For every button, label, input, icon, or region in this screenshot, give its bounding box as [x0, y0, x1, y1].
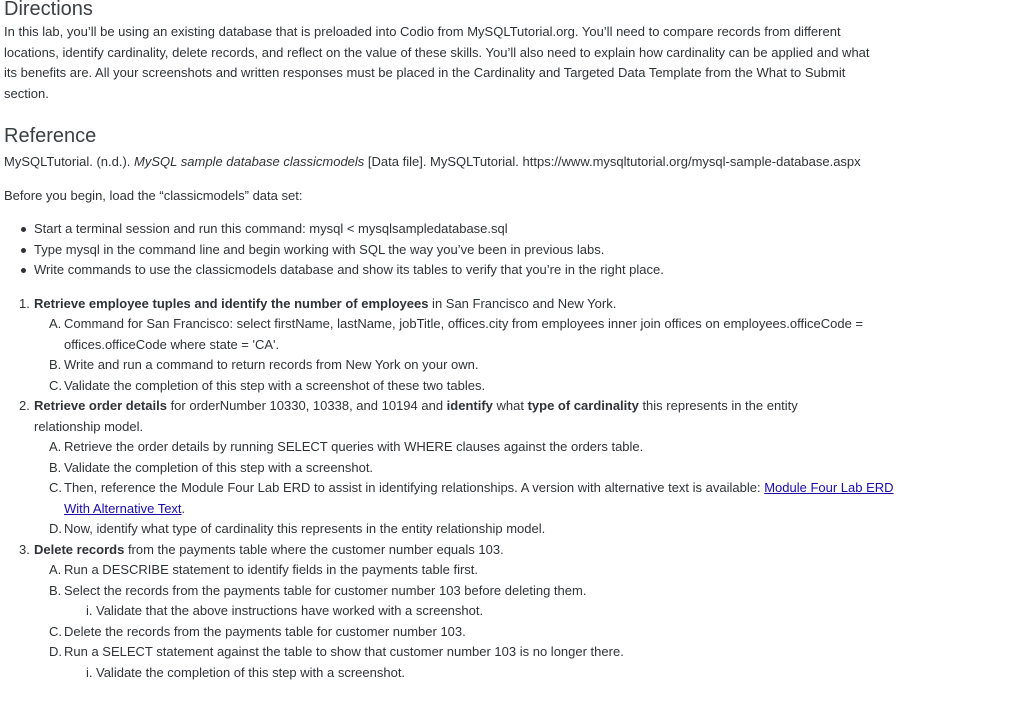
step-3: [4, 540, 854, 561]
before-you-begin: Before you begin, load the “classicmodels” data set:: [4, 187, 303, 203]
step-number: 1.: [19, 295, 30, 311]
citation-rest: [Data file]. MySQLTutorial. https://www.mysqltutorial.org/mysql-sample-database.aspx: [364, 154, 861, 169]
subsub-number: i.: [86, 664, 93, 680]
reference-heading: Reference: [4, 125, 97, 147]
subsub-text: Validate the completion of this step with a screenshot.: [96, 664, 406, 680]
subsub-text: Validate that the above instructions have worked with a screenshot.: [96, 603, 484, 618]
sub-number: C.: [49, 377, 62, 393]
sub-text-end: .: [181, 500, 186, 516]
step-2-sub-c: [4, 478, 894, 519]
step-2-text-1: for orderNumber 10330, 10338, and 10194 and: [166, 398, 447, 413]
step-2-sub-b: [4, 458, 894, 479]
sub-text: Validate the completion of this step with a screenshot of these two tables.: [64, 377, 486, 393]
step-3-sub-a: [4, 560, 894, 581]
step-1-sub-a: [4, 314, 894, 355]
sub-text: Validate the completion of this step with a screenshot.: [64, 459, 374, 475]
sub-number: B.: [49, 582, 62, 598]
sub-text: Write and run a command to return records from New York on your own.: [64, 357, 479, 372]
step-number: 3.: [19, 541, 30, 557]
bullet-item: Start a terminal session and run this command: mysql < mysqlsampledatabase.sql: [34, 219, 1004, 240]
step-2-sub-a: [4, 437, 894, 458]
setup-bullet-list: [4, 219, 1004, 281]
step-1-sub-c: [4, 376, 894, 397]
sub-number: A.: [49, 439, 62, 454]
sub-text: Then, reference the Module Four Lab ERD to assist in identifying relationships. A version with alternative text is available:: [64, 480, 765, 495]
sub-text: Run a DESCRIBE statement to identify fields in the payments table first.: [64, 562, 479, 577]
step-2: [4, 396, 854, 437]
sub-number: D.: [49, 644, 62, 659]
sub-number: A.: [49, 562, 62, 577]
sub-number: B.: [49, 357, 62, 372]
step-2-text-2: what: [492, 398, 528, 413]
sub-number: D.: [49, 521, 62, 536]
step-2-bold-2: identify: [446, 398, 493, 413]
sub-text: Now, identify what type of cardinality this represents in the entity relationship model.: [64, 521, 546, 536]
step-2-bold-3: type of cardinality: [527, 398, 639, 413]
sub-number: C.: [49, 623, 62, 639]
step-3-bold: Delete records: [34, 541, 125, 557]
sub-text: Retrieve the order details by running SELECT queries with WHERE clauses against the orders table.: [64, 439, 644, 454]
reference-citation: [4, 152, 878, 173]
steps-list: [4, 294, 1004, 684]
step-1-sub-b: [4, 355, 894, 376]
bullet-item: Type mysql in the command line and begin working with SQL the way you’ve been in previous labs.: [34, 240, 1004, 261]
sub-number: B.: [49, 459, 62, 475]
step-2-sub-d: [4, 519, 894, 540]
step-1: [4, 294, 854, 315]
step-1-bold: Retrieve employee tuples and identify the number of employees: [34, 295, 429, 311]
directions-heading: Directions: [4, 0, 93, 20]
step-3-sub-b-i: [4, 601, 1004, 622]
sub-number: A.: [49, 316, 62, 331]
sub-number: C.: [49, 480, 62, 495]
step-3-sub-b: [4, 581, 894, 602]
bullet-item: Write commands to use the classicmodels database and show its tables to verify that you’re in the right place.: [34, 260, 1004, 281]
sub-text: Run a SELECT statement against the table to show that customer number 103 is no longer there.: [64, 644, 624, 659]
sub-text: Command for San Francisco: select firstName, lastName, jobTitle, offices.city from employees inner join offices on employees.officeCode = offices.officeCode where state = 'CA'.: [64, 316, 864, 352]
step-3-sub-d-i: [4, 663, 1004, 684]
step-number: 2.: [19, 398, 30, 413]
directions-intro: In this lab, you’ll be using an existing database that is preloaded into Codio from MySQLTutorial.org. You’ll need to compare records from different locations, identify cardinality, delete records, and reflect on the value of these skills. You’ll also need to explain how cardinality can be applied and what its benefits are. All your screenshots and written responses must be placed in the Cardinality and Targeted Data Template from the What to Submit section.: [4, 24, 870, 101]
erd-alt-text-link[interactable]: Module Four Lab ERD With Alternative Text: [64, 480, 894, 516]
sub-text: Delete the records from the payments table for customer number 103.: [64, 623, 466, 639]
document-page: [4, 0, 1004, 683]
citation-author: MySQLTutorial. (n.d.).: [4, 154, 135, 169]
subsub-number: i.: [86, 603, 93, 618]
step-3-sub-d: [4, 642, 894, 663]
step-3-text: from the payments table where the customer number equals 103.: [124, 541, 504, 557]
sub-text: Select the records from the payments table for customer number 103 before deleting them.: [64, 582, 587, 598]
citation-title: MySQL sample database classicmodels: [134, 154, 365, 169]
step-1-text: in San Francisco and New York.: [428, 295, 617, 311]
step-2-bold-1: Retrieve order details: [34, 398, 167, 413]
step-3-sub-c: [4, 622, 894, 643]
step-2-text-3: this represents in the entity relationship model.: [34, 398, 798, 434]
